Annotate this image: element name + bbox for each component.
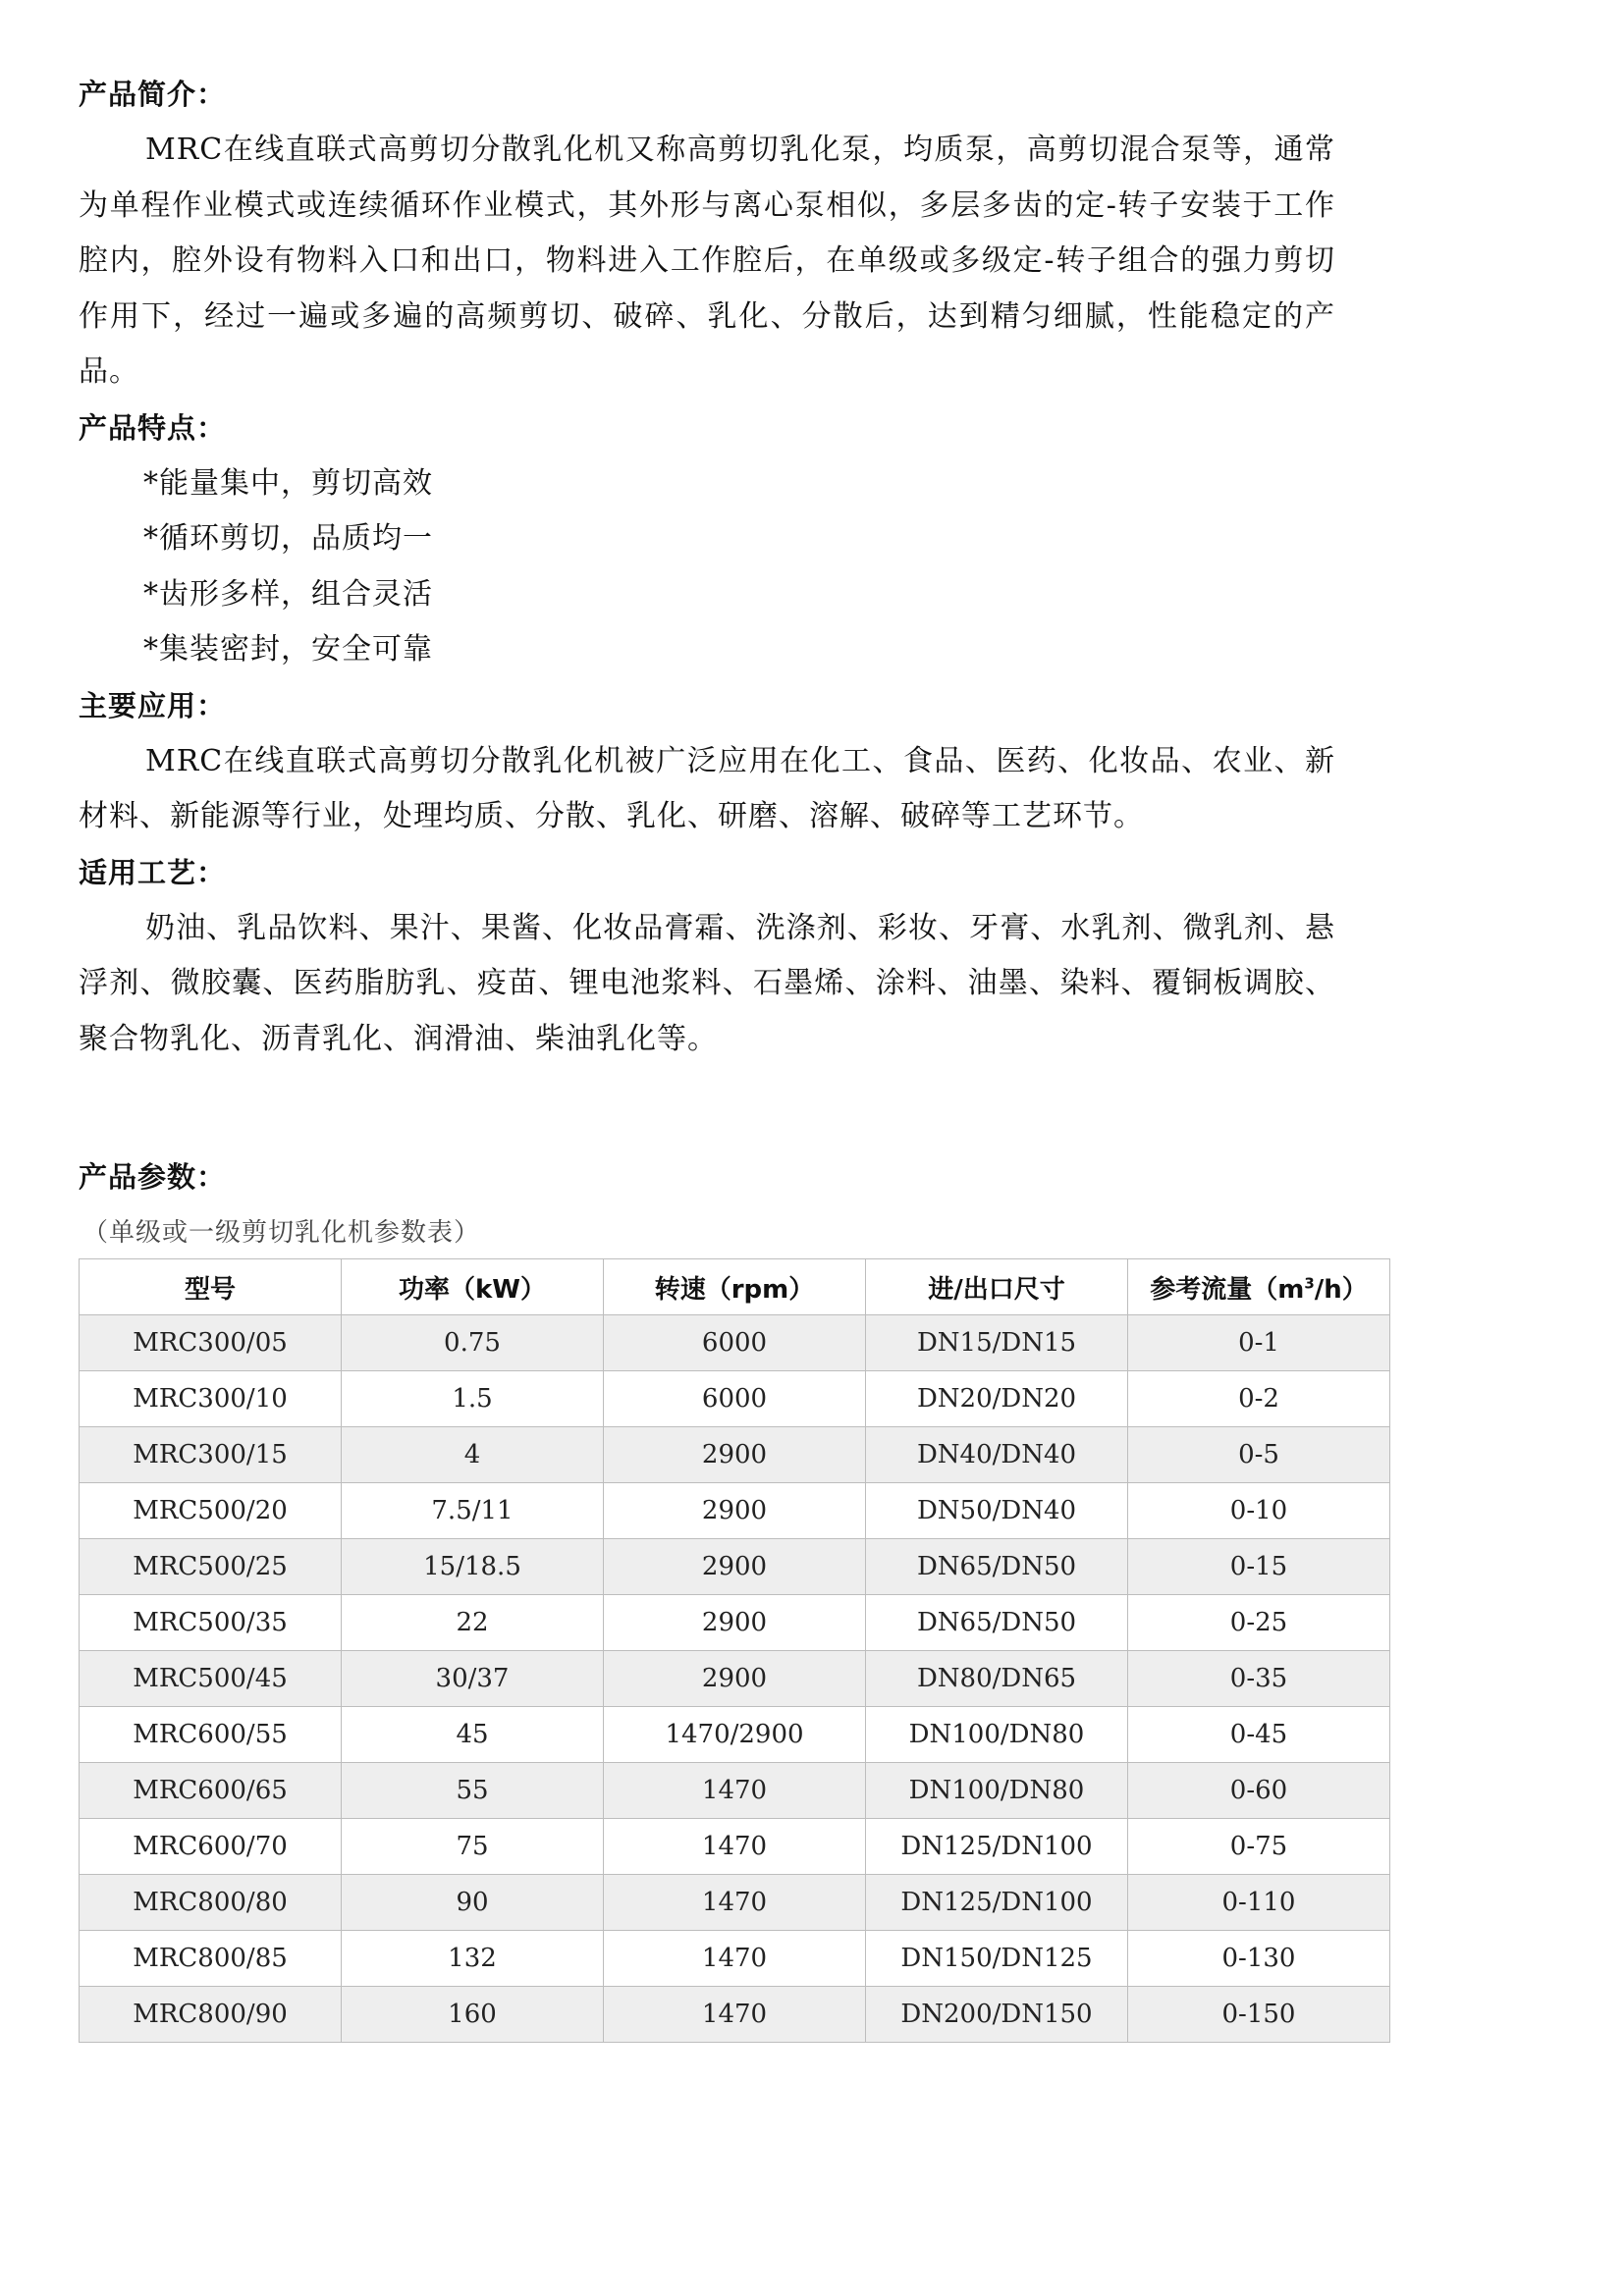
cell-model: MRC500/20 [80, 1483, 342, 1539]
table-row [80, 1651, 1390, 1707]
table-body [80, 1315, 1390, 2043]
cell-speed: 1470 [604, 1819, 866, 1875]
column-header-port-size: 进/出口尺寸 [866, 1259, 1128, 1315]
table-row [80, 1483, 1390, 1539]
flow-header-unit: /h） [1314, 1274, 1368, 1305]
cell-power: 55 [342, 1763, 604, 1819]
cell-speed: 2900 [604, 1651, 866, 1707]
column-header-speed: 转速（rpm） [604, 1259, 866, 1315]
cell-power: 90 [342, 1875, 604, 1931]
cell-flow: 0-1 [1128, 1315, 1390, 1371]
cell-port-size: DN50/DN40 [866, 1483, 1128, 1539]
section-heading-processes: 适用工艺： [79, 855, 227, 889]
cell-speed: 2900 [604, 1539, 866, 1595]
cell-speed: 6000 [604, 1371, 866, 1427]
document-page [79, 67, 1368, 2043]
cell-flow: 0-10 [1128, 1483, 1390, 1539]
section-heading-applications: 主要应用： [79, 688, 227, 722]
section-spacer [79, 1067, 1335, 1149]
cell-model: MRC500/25 [80, 1539, 342, 1595]
cell-model: MRC300/15 [80, 1427, 342, 1483]
cell-power: 22 [342, 1595, 604, 1651]
table-caption: （单级或一级剪切乳化机参数表） [82, 1218, 481, 1248]
column-header-flow [1128, 1259, 1390, 1315]
cell-speed: 2900 [604, 1427, 866, 1483]
cell-port-size: DN65/DN50 [866, 1539, 1128, 1595]
flow-header-superscript: 3 [1304, 1273, 1315, 1292]
processes-paragraph: 奶油、乳品饮料、果汁、果酱、化妆品膏霜、洗涤剂、彩妆、牙膏、水乳剂、微乳剂、悬浮剂、微胶囊、医药脂肪乳、疫苗、锂电池浆料、石墨烯、涂料、油墨、染料、覆铜板调胶、聚合物乳化、沥青乳化、润滑油、柴油乳化等。 [79, 910, 1335, 1056]
table-row [80, 1371, 1390, 1427]
applications-paragraph: MRC在线直联式高剪切分散乳化机被广泛应用在化工、食品、医药、化妆品、农业、新材料、新能源等行业，处理均质、分散、乳化、研磨、溶解、破碎等工艺环节。 [79, 743, 1335, 833]
cell-flow: 0-110 [1128, 1875, 1390, 1931]
cell-flow: 0-130 [1128, 1931, 1390, 1987]
cell-model: MRC300/05 [80, 1315, 342, 1371]
section-heading-intro: 产品简介： [79, 78, 227, 111]
cell-model: MRC800/85 [80, 1931, 342, 1987]
cell-port-size: DN100/DN80 [866, 1707, 1128, 1763]
cell-flow: 0-75 [1128, 1819, 1390, 1875]
cell-flow: 0-5 [1128, 1427, 1390, 1483]
cell-model: MRC800/80 [80, 1875, 342, 1931]
cell-power: 132 [342, 1931, 604, 1987]
cell-power: 0.75 [342, 1315, 604, 1371]
cell-model: MRC800/90 [80, 1987, 342, 2043]
cell-speed: 1470 [604, 1763, 866, 1819]
table-row [80, 1539, 1390, 1595]
cell-port-size: DN15/DN15 [866, 1315, 1128, 1371]
cell-flow: 0-35 [1128, 1651, 1390, 1707]
cell-speed: 2900 [604, 1595, 866, 1651]
cell-flow: 0-45 [1128, 1707, 1390, 1763]
feature-item: *能量集中，剪切高效 [143, 465, 433, 501]
cell-speed: 1470 [604, 1987, 866, 2043]
table-row [80, 1819, 1390, 1875]
cell-port-size: DN125/DN100 [866, 1819, 1128, 1875]
cell-power: 75 [342, 1819, 604, 1875]
table-header-row [80, 1259, 1390, 1315]
cell-power: 4 [342, 1427, 604, 1483]
table-row [80, 1987, 1390, 2043]
cell-speed: 1470 [604, 1875, 866, 1931]
cell-port-size: DN20/DN20 [866, 1371, 1128, 1427]
parameter-table [79, 1258, 1390, 2043]
cell-power: 45 [342, 1707, 604, 1763]
cell-power: 15/18.5 [342, 1539, 604, 1595]
table-row [80, 1595, 1390, 1651]
cell-model: MRC300/10 [80, 1371, 342, 1427]
table-row [80, 1931, 1390, 1987]
table-row [80, 1707, 1390, 1763]
cell-flow: 0-150 [1128, 1987, 1390, 2043]
table-row [80, 1427, 1390, 1483]
intro-paragraph: MRC在线直联式高剪切分散乳化机又称高剪切乳化泵，均质泵，高剪切混合泵等，通常为单程作业模式或连续循环作业模式，其外形与离心泵相似，多层多齿的定-转子安装于工作腔内，腔外设有物料入口和出口，物料进入工作腔后，在单级或多级定-转子组合的强力剪切作用下，经过一遍或多遍的高频剪切、破碎、乳化、分散后，达到精匀细腻，性能稳定的产品。 [79, 133, 1335, 389]
table-row [80, 1875, 1390, 1931]
cell-flow: 0-25 [1128, 1595, 1390, 1651]
features-list [79, 456, 1335, 678]
section-heading-features: 产品特点： [79, 410, 227, 445]
cell-speed: 1470/2900 [604, 1707, 866, 1763]
cell-port-size: DN100/DN80 [866, 1763, 1128, 1819]
cell-port-size: DN65/DN50 [866, 1595, 1128, 1651]
cell-speed: 1470 [604, 1931, 866, 1987]
cell-model: MRC500/35 [80, 1595, 342, 1651]
cell-model: MRC600/70 [80, 1819, 342, 1875]
column-header-power: 功率（kW） [342, 1259, 604, 1315]
feature-item: *集装密封，安全可靠 [143, 632, 433, 667]
cell-port-size: DN80/DN65 [866, 1651, 1128, 1707]
cell-flow: 0-60 [1128, 1763, 1390, 1819]
cell-port-size: DN125/DN100 [866, 1875, 1128, 1931]
section-heading-params: 产品参数： [79, 1160, 227, 1194]
cell-power: 7.5/11 [342, 1483, 604, 1539]
cell-power: 30/37 [342, 1651, 604, 1707]
cell-model: MRC600/65 [80, 1763, 342, 1819]
feature-item: *循环剪切，品质均一 [143, 521, 433, 556]
cell-power: 1.5 [342, 1371, 604, 1427]
cell-port-size: DN150/DN125 [866, 1931, 1128, 1987]
cell-speed: 6000 [604, 1315, 866, 1371]
cell-power: 160 [342, 1987, 604, 2043]
cell-model: MRC600/55 [80, 1707, 342, 1763]
column-header-model: 型号 [80, 1259, 342, 1315]
flow-header-text: 参考流量（m [1150, 1274, 1305, 1305]
table-row [80, 1315, 1390, 1371]
cell-port-size: DN200/DN150 [866, 1987, 1128, 2043]
cell-speed: 2900 [604, 1483, 866, 1539]
feature-item: *齿形多样，组合灵活 [143, 576, 433, 612]
table-row [80, 1763, 1390, 1819]
cell-port-size: DN40/DN40 [866, 1427, 1128, 1483]
cell-flow: 0-2 [1128, 1371, 1390, 1427]
cell-flow: 0-15 [1128, 1539, 1390, 1595]
cell-model: MRC500/45 [80, 1651, 342, 1707]
